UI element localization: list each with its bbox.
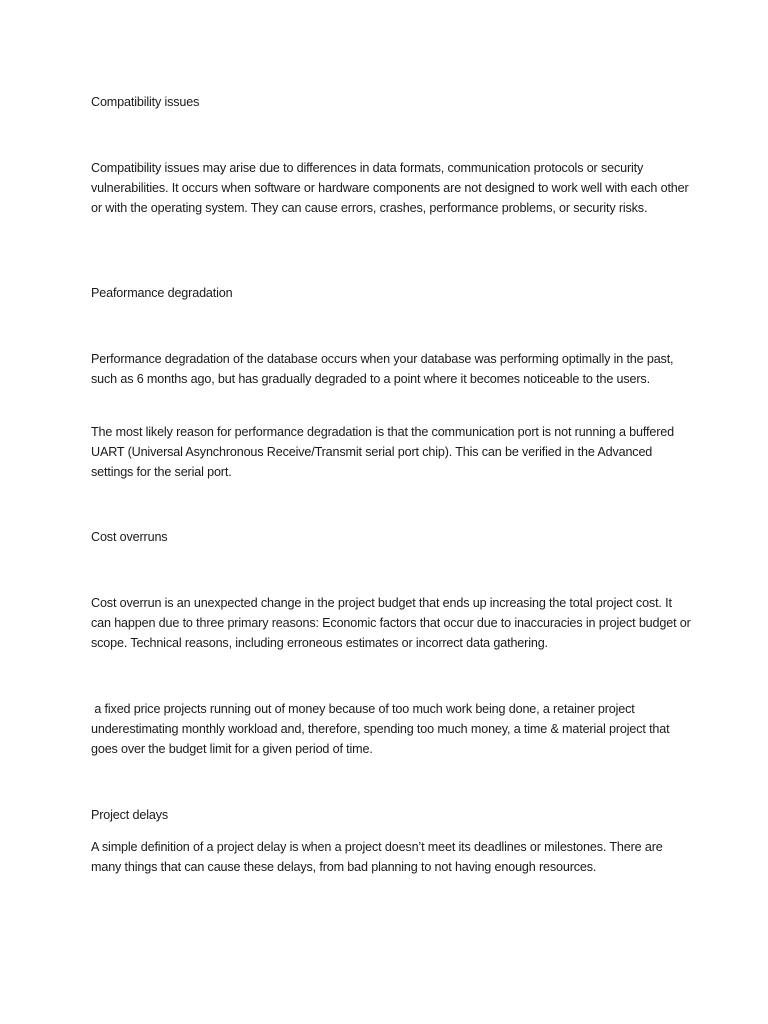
section-heading-cost-overruns: Cost overruns — [91, 530, 168, 544]
paragraph-project-delays: A simple definition of a project delay is when a project doesn’t meet its deadlines or milestones. There are many things that can cause these delays, from bad planning to not having enough resources. — [91, 840, 663, 874]
paragraph-cost-overruns-2: a fixed price projects running out of money because of too much work being done, a retainer project underestimating monthly workload and, therefore, spending too much money, a time & material project that goes over the budget limit for a given period of time. — [91, 702, 673, 756]
paragraph-cost-overruns-1: Cost overrun is an unexpected change in the project budget that ends up increasing the total project cost. It can happen due to three primary reasons: Economic factors that occur due to inaccuracies in project budget or scope. Technical reasons, including erroneous estimates or incorrect data gathering. — [91, 596, 691, 650]
section-heading-project-delays: Project delays — [91, 808, 168, 822]
section-heading-performance: Peaformance degradation — [91, 286, 233, 300]
paragraph-performance-1: Performance degradation of the database occurs when your database was performing optimally in the past, such as 6 months ago, but has gradually degraded to a point where it becomes noticeable to the users. — [91, 352, 674, 386]
section-heading-compatibility: Compatibility issues — [91, 95, 200, 109]
paragraph-performance-2: The most likely reason for performance degradation is that the communication port is not running a buffered UART (Universal Asynchronous Receive/Transmit serial port chip). This can be verified in the Advanced settings for the serial port. — [91, 425, 674, 479]
paragraph-compatibility: Compatibility issues may arise due to differences in data formats, communication protocols or security vulnerabilities. It occurs when software or hardware components are not designed to work well with each other or with the operating system. They can cause errors, crashes, performance problems, or security risks. — [91, 161, 689, 215]
